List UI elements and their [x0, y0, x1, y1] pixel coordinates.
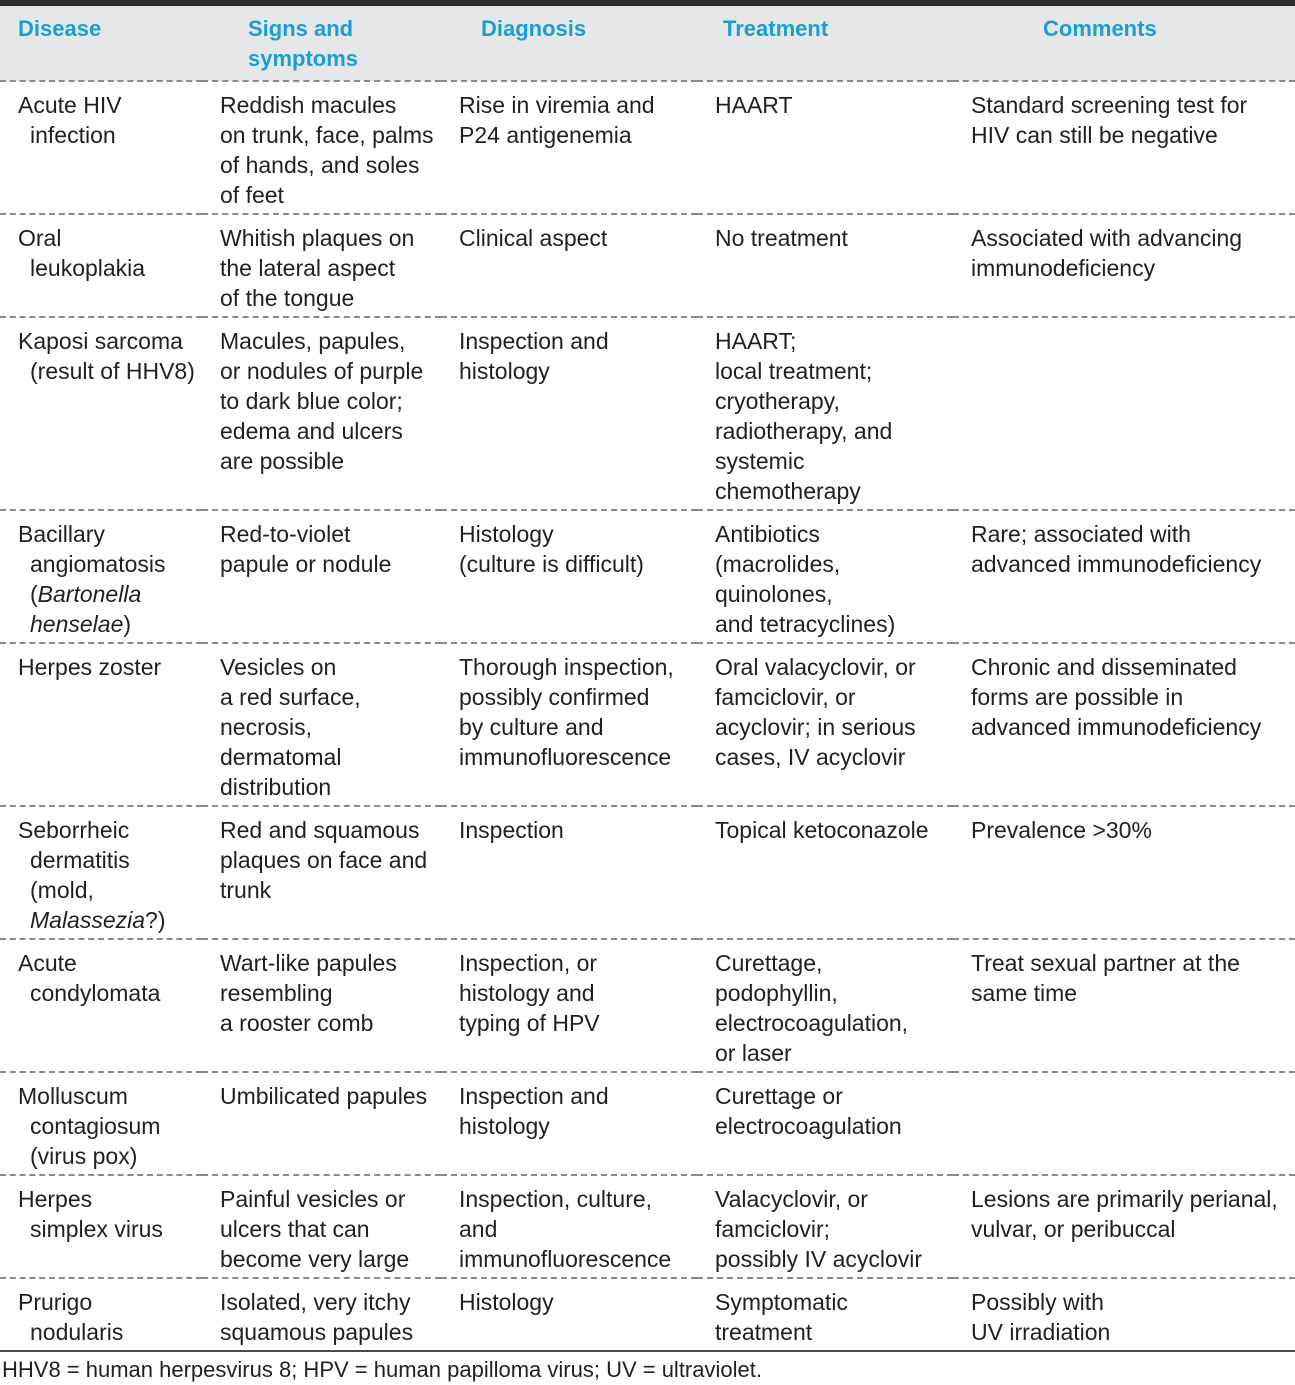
- cell-line: famciclovir, or: [715, 684, 856, 710]
- cell-disease: [0, 510, 202, 643]
- cell-line: dermatitis: [30, 847, 130, 873]
- cell-line: simplex virus: [30, 1216, 163, 1242]
- cell-line: of hands, and soles: [220, 152, 420, 178]
- cell-line: Antibiotics: [715, 521, 820, 547]
- cell-line: nodularis: [30, 1319, 124, 1345]
- cell-line: or laser: [715, 1040, 792, 1066]
- cell-comments: [953, 643, 1295, 806]
- cell-disease: [0, 317, 202, 510]
- cell-comments: [953, 1278, 1295, 1351]
- cell-diagnosis: [441, 806, 697, 939]
- cell-line: Inspection, or: [459, 950, 598, 976]
- cell-disease: [0, 1175, 202, 1278]
- cell-line: Inspection, culture,: [459, 1186, 653, 1212]
- header-comments: [953, 6, 1295, 81]
- cell-line: advanced immunodeficiency: [971, 714, 1262, 740]
- header-disease: [0, 6, 202, 81]
- table-header: [0, 6, 1295, 81]
- table-row: [0, 81, 1295, 214]
- cell-line: (result of HHV8): [30, 358, 195, 384]
- cell-disease: [0, 643, 202, 806]
- cell-line: UV irradiation: [971, 1319, 1111, 1345]
- cell-disease: [0, 1072, 202, 1175]
- cell-line: by culture and: [459, 714, 604, 740]
- cell-line: electrocoagulation,: [715, 1010, 909, 1036]
- table-row: [0, 317, 1295, 510]
- cell-line: Topical ketoconazole: [715, 817, 929, 843]
- cell-line: HAART;: [715, 328, 797, 354]
- cell-line: electrocoagulation: [715, 1113, 902, 1139]
- cell-line: typing of HPV: [459, 1010, 600, 1036]
- cell-line: (culture is difficult): [459, 551, 644, 577]
- cell-signs-symptoms: [202, 1072, 441, 1175]
- cell-signs-symptoms: [202, 510, 441, 643]
- header-diagnosis: [441, 6, 697, 81]
- cell-line: histology: [459, 1113, 550, 1139]
- cell-line: vulvar, or peribuccal: [971, 1216, 1176, 1242]
- cell-disease: [0, 214, 202, 317]
- cell-line: treatment: [715, 1319, 813, 1345]
- cell-line: possibly confirmed: [459, 684, 650, 710]
- cell-line: Rare; associated with: [971, 521, 1191, 547]
- cell-treatment: [697, 214, 953, 317]
- table-row: [0, 1278, 1295, 1351]
- cell-line: HIV can still be negative: [971, 122, 1218, 148]
- cell-line: radiotherapy, and: [715, 418, 893, 444]
- cell-line: leukoplakia: [30, 255, 146, 281]
- cell-line: contagiosum: [30, 1113, 161, 1139]
- cell-line: Thorough inspection,: [459, 654, 674, 680]
- cell-comments: [953, 1072, 1295, 1175]
- cell-line: local treatment;: [715, 358, 873, 384]
- cell-line: Symptomatic: [715, 1289, 848, 1315]
- cell-diagnosis: [441, 1175, 697, 1278]
- cell-signs-symptoms: [202, 643, 441, 806]
- cell-line: the lateral aspect: [220, 255, 396, 281]
- cell-line: immunofluorescence: [459, 744, 672, 770]
- table-row: [0, 806, 1295, 939]
- header-line: symptoms: [248, 46, 359, 71]
- cell-line: possibly IV acyclovir: [715, 1246, 923, 1272]
- cell-signs-symptoms: [202, 317, 441, 510]
- cell-line: (mold,: [30, 877, 94, 903]
- cell-signs-symptoms: [202, 214, 441, 317]
- cell-line: plaques on face and: [220, 847, 428, 873]
- header-treatment: [697, 6, 953, 81]
- cell-line: resembling: [220, 980, 333, 1006]
- cell-line: Oral: [18, 225, 62, 251]
- cell-line: henselae): [30, 611, 132, 637]
- table-row: [0, 939, 1295, 1072]
- cell-line: podophyllin,: [715, 980, 838, 1006]
- cell-comments: [953, 939, 1295, 1072]
- table-row: [0, 1175, 1295, 1278]
- cell-comments: [953, 806, 1295, 939]
- cell-line: of the tongue: [220, 285, 355, 311]
- cell-treatment: [697, 1072, 953, 1175]
- cell-line: (Bartonella: [30, 581, 142, 607]
- cell-line: Herpes zoster: [18, 654, 162, 680]
- cell-line: Chronic and disseminated: [971, 654, 1237, 680]
- cell-line: distribution: [220, 774, 332, 800]
- cell-treatment: [697, 939, 953, 1072]
- cell-line: and tetracyclines): [715, 611, 896, 637]
- cell-line: Inspection: [459, 817, 564, 843]
- cell-comments: [953, 317, 1295, 510]
- cell-diagnosis: [441, 214, 697, 317]
- cell-line: edema and ulcers: [220, 418, 403, 444]
- cell-line: a rooster comb: [220, 1010, 374, 1036]
- cell-treatment: [697, 1278, 953, 1351]
- cell-line: infection: [30, 122, 116, 148]
- cell-line: cryotherapy,: [715, 388, 840, 414]
- cell-line: (virus pox): [30, 1143, 138, 1169]
- table-row: [0, 510, 1295, 643]
- cell-diagnosis: [441, 510, 697, 643]
- cell-diagnosis: [441, 1072, 697, 1175]
- cell-line: Painful vesicles or: [220, 1186, 406, 1212]
- cell-line: histology: [459, 358, 550, 384]
- cell-line: Oral valacyclovir, or: [715, 654, 916, 680]
- cell-line: Inspection and: [459, 328, 609, 354]
- cell-signs-symptoms: [202, 939, 441, 1072]
- cell-line: Acute: [18, 950, 77, 976]
- cell-line: Whitish plaques on: [220, 225, 415, 251]
- cell-disease: [0, 806, 202, 939]
- cell-line: Reddish macules: [220, 92, 397, 118]
- cell-line: condylomata: [30, 980, 161, 1006]
- cell-signs-symptoms: [202, 1278, 441, 1351]
- header-row: [0, 6, 1295, 81]
- cell-line: become very large: [220, 1246, 410, 1272]
- cell-line: on trunk, face, palms: [220, 122, 434, 148]
- header-signs: [202, 6, 441, 81]
- cell-diagnosis: [441, 643, 697, 806]
- cell-line: cases, IV acyclovir: [715, 744, 906, 770]
- cell-line: or nodules of purple: [220, 358, 424, 384]
- cell-line: Red-to-violet: [220, 521, 351, 547]
- cell-disease: [0, 1278, 202, 1351]
- cell-line: angiomatosis: [30, 551, 166, 577]
- header-line: Signs and: [248, 16, 354, 41]
- header-line: Treatment: [723, 16, 829, 41]
- cell-line: necrosis,: [220, 714, 313, 740]
- cell-line: Kaposi sarcoma: [18, 328, 183, 354]
- cell-line: dermatomal: [220, 744, 342, 770]
- cell-line: advanced immunodeficiency: [971, 551, 1262, 577]
- cell-treatment: [697, 806, 953, 939]
- cell-line: acyclovir; in serious: [715, 714, 916, 740]
- cell-treatment: [697, 510, 953, 643]
- cell-line: HAART: [715, 92, 793, 118]
- cell-line: Acute HIV: [18, 92, 122, 118]
- cell-line: and: [459, 1216, 498, 1242]
- cell-comments: [953, 1175, 1295, 1278]
- cell-line: Curettage,: [715, 950, 823, 976]
- cell-line: a red surface,: [220, 684, 361, 710]
- header-line: Disease: [18, 16, 102, 41]
- table-row: [0, 214, 1295, 317]
- cell-comments: [953, 510, 1295, 643]
- table-row: [0, 1072, 1295, 1175]
- cell-line: immunodeficiency: [971, 255, 1156, 281]
- cell-line: Prevalence >30%: [971, 817, 1152, 843]
- cell-line: Isolated, very itchy: [220, 1289, 411, 1315]
- cell-line: Possibly with: [971, 1289, 1104, 1315]
- cell-line: Seborrheic: [18, 817, 130, 843]
- cell-line: same time: [971, 980, 1078, 1006]
- cell-line: Wart-like papules: [220, 950, 397, 976]
- cell-comments: [953, 214, 1295, 317]
- cell-treatment: [697, 643, 953, 806]
- cell-diagnosis: [441, 1278, 697, 1351]
- cell-line: quinolones,: [715, 581, 833, 607]
- cell-line: P24 antigenemia: [459, 122, 632, 148]
- header-line: Comments: [1043, 16, 1157, 41]
- cell-line: Valacyclovir, or: [715, 1186, 868, 1212]
- cell-line: famciclovir;: [715, 1216, 831, 1242]
- disease-table: [0, 6, 1295, 1352]
- cell-line: forms are possible in: [971, 684, 1184, 710]
- cell-line: Herpes: [18, 1186, 93, 1212]
- cell-line: Malassezia?): [30, 907, 166, 933]
- cell-line: ulcers that can: [220, 1216, 370, 1242]
- cell-line: squamous papules: [220, 1319, 414, 1345]
- cell-diagnosis: [441, 939, 697, 1072]
- cell-line: papule or nodule: [220, 551, 392, 577]
- cell-line: Rise in viremia and: [459, 92, 655, 118]
- cell-line: to dark blue color;: [220, 388, 403, 414]
- cell-line: Lesions are primarily perianal,: [971, 1186, 1278, 1212]
- cell-line: chemotherapy: [715, 478, 861, 504]
- cell-signs-symptoms: [202, 1175, 441, 1278]
- cell-line: of feet: [220, 182, 284, 208]
- cell-line: No treatment: [715, 225, 848, 251]
- cell-diagnosis: [441, 81, 697, 214]
- cell-diagnosis: [441, 317, 697, 510]
- cell-line: Clinical aspect: [459, 225, 608, 251]
- table-row: [0, 643, 1295, 806]
- cell-treatment: [697, 81, 953, 214]
- cell-signs-symptoms: [202, 81, 441, 214]
- cell-line: Red and squamous: [220, 817, 420, 843]
- cell-treatment: [697, 317, 953, 510]
- cell-line: Standard screening test for: [971, 92, 1248, 118]
- cell-line: Curettage or: [715, 1083, 843, 1109]
- cell-line: systemic: [715, 448, 805, 474]
- cell-line: Macules, papules,: [220, 328, 406, 354]
- cell-line: Histology: [459, 1289, 554, 1315]
- cell-treatment: [697, 1175, 953, 1278]
- cell-line: Histology: [459, 521, 554, 547]
- cell-line: (macrolides,: [715, 551, 841, 577]
- table-footnote: HHV8 = human herpesvirus 8; HPV = human papilloma virus; UV = ultraviolet.: [2, 1357, 762, 1382]
- cell-line: Bacillary: [18, 521, 105, 547]
- cell-signs-symptoms: [202, 806, 441, 939]
- cell-line: Treat sexual partner at the: [971, 950, 1240, 976]
- cell-line: immunofluorescence: [459, 1246, 672, 1272]
- cell-line: Inspection and: [459, 1083, 609, 1109]
- cell-line: Umbilicated papules: [220, 1083, 428, 1109]
- cell-line: Associated with advancing: [971, 225, 1243, 251]
- cell-line: trunk: [220, 877, 272, 903]
- cell-line: histology and: [459, 980, 595, 1006]
- cell-disease: [0, 81, 202, 214]
- cell-line: Vesicles on: [220, 654, 337, 680]
- cell-line: are possible: [220, 448, 345, 474]
- cell-line: Prurigo: [18, 1289, 93, 1315]
- cell-line: Molluscum: [18, 1083, 128, 1109]
- table-body: [0, 81, 1295, 1351]
- cell-disease: [0, 939, 202, 1072]
- cell-comments: [953, 81, 1295, 214]
- header-line: Diagnosis: [481, 16, 587, 41]
